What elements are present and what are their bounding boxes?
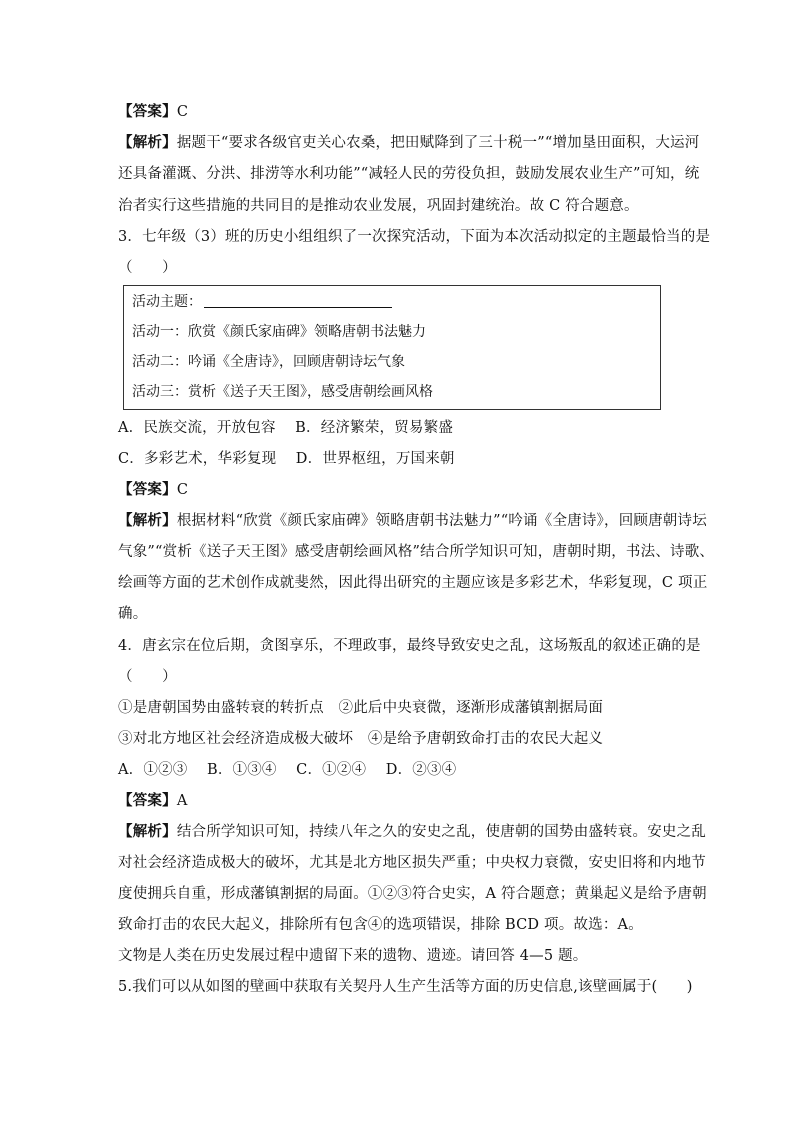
answer-tag: 【答案】 bbox=[118, 103, 177, 120]
intro-line: 文物是人类在历史发展过程中遗留下来的遗物、遗迹。请回答 4—5 题。 bbox=[118, 948, 588, 964]
answer-tag: 【答案】 bbox=[118, 792, 177, 809]
answer-value: A bbox=[176, 793, 188, 809]
activity-item: 活动三：赏析《送子天王图》，感受唐朝绘画风格 bbox=[132, 384, 433, 400]
analysis-tag: 【解析】 bbox=[118, 134, 177, 151]
question-stem: 3．七年级（3）班的历史小组组织了一次探究活动，下面为本次活动拟定的主题最恰当的是 bbox=[118, 229, 711, 245]
statements-line: ③对北方地区社会经济造成极大破坏 ④是给予唐朝致命打击的农民大起义 bbox=[118, 731, 604, 747]
answer-value: C bbox=[176, 482, 189, 498]
question-bracket: （ ） bbox=[118, 260, 177, 276]
statements-line: ①是唐朝国势由盛转衰的转折点 ②此后中央衰微，逐渐形成藩镇割据局面 bbox=[118, 700, 604, 716]
answer-value: C bbox=[176, 104, 189, 120]
analysis-line bbox=[118, 511, 707, 531]
analysis-text: 结合所学知识可知，持续八年之久的安史之乱，使唐朝的国势由盛转衰。安史之乱 bbox=[176, 824, 707, 840]
question-bracket: （ ） bbox=[118, 669, 177, 685]
analysis-tag: 【解析】 bbox=[118, 823, 177, 840]
analysis-text: 致命打击的农民大起义，排除所有包含④的选项错误，排除 BCD 项。故选：A。 bbox=[118, 917, 643, 933]
analysis-text: 绘画等方面的艺术创作成就斐然，因此得出研究的主题应该是多彩艺术，华彩复现，C 项正 bbox=[118, 575, 708, 591]
analysis-line bbox=[118, 822, 706, 842]
answer-tag: 【答案】 bbox=[118, 481, 177, 498]
answer-line bbox=[118, 791, 187, 811]
analysis-line bbox=[118, 133, 699, 153]
answer-line bbox=[118, 102, 188, 122]
analysis-text: 还具备灌溉、分洪、排涝等水利功能”“减轻人民的劳役负担，鼓励发展农业生产”可知，统 bbox=[118, 166, 700, 182]
options-line: C．多彩艺术，华彩复现 D．世界枢纽，万国来朝 bbox=[118, 451, 455, 467]
activity-item: 活动一：欣赏《颜氏家庙碑》领略唐朝书法魅力 bbox=[132, 324, 426, 340]
theme-blank bbox=[204, 293, 392, 308]
question-stem: 4．唐玄宗在位后期，贪图享乐，不理政事，最终导致安史之乱，这场叛乱的叙述正确的是 bbox=[118, 638, 701, 654]
options-line: A．民族交流，开放包容 B．经济繁荣，贸易繁盛 bbox=[118, 420, 454, 436]
options-line: A．①②③ B．①③④ C．①②④ D．②③④ bbox=[118, 762, 457, 778]
question-stem: 5.我们可以从如图的壁画中获取有关契丹人生产生活等方面的历史信息,该壁画属于( ) bbox=[118, 979, 693, 995]
activity-item: 活动二：吟诵《全唐诗》，回顾唐朝诗坛气象 bbox=[132, 354, 405, 370]
analysis-text: 确。 bbox=[118, 606, 148, 622]
answer-line bbox=[118, 480, 188, 500]
analysis-text: 据题干“要求各级官吏关心农桑，把田赋降到了三十税一”“增加垦田面积，大运河 bbox=[176, 135, 700, 151]
analysis-text: 根据材料“欣赏《颜氏家庙碑》领略唐朝书法魅力”“吟诵《全唐诗》，回顾唐朝诗坛 bbox=[176, 513, 707, 529]
analysis-text: 对社会经济造成极大的破坏，尤其是北方地区损失严重；中央权力衰微，安史旧将和内地节 bbox=[118, 855, 706, 871]
analysis-text: 度使拥兵自重，形成藩镇割据的局面。①②③符合史实，A 符合题意；黄巢起义是给予唐朝 bbox=[118, 886, 707, 902]
analysis-text: 气象”“赏析《送子天王图》感受唐朝绘画风格”结合所学知识可知，唐朝时期，书法、诗歌、 bbox=[118, 544, 715, 560]
activity-box bbox=[123, 285, 661, 410]
analysis-text: 治者实行这些措施的共同目的是推动农业发展，巩固封建统治。故 C 符合题意。 bbox=[118, 198, 639, 214]
activity-theme-row bbox=[132, 292, 392, 312]
activity-theme-label: 活动主题： bbox=[132, 294, 202, 310]
analysis-tag: 【解析】 bbox=[118, 512, 177, 529]
